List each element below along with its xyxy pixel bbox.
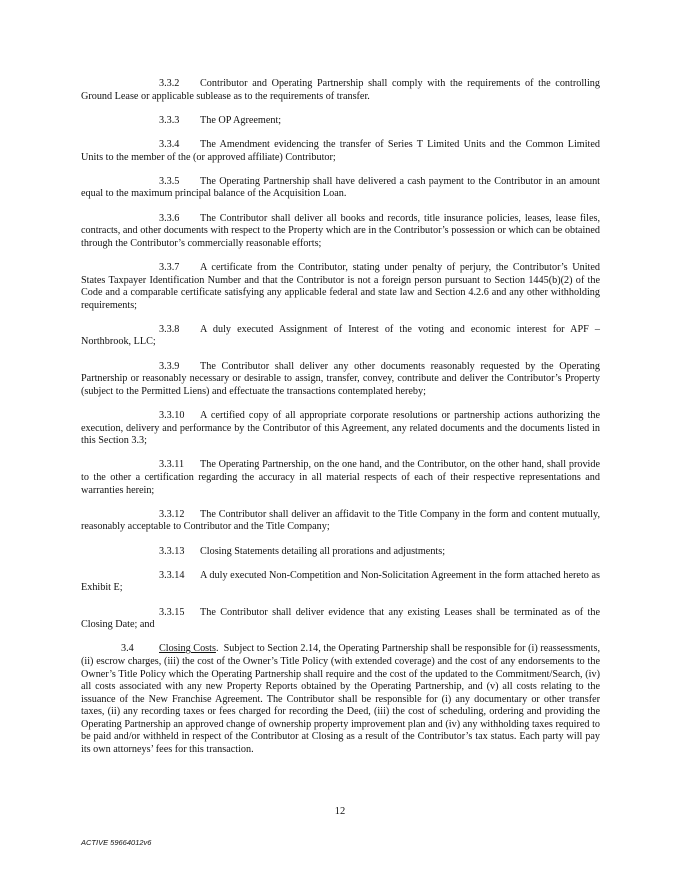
paragraph-text: The OP Agreement; xyxy=(200,114,282,126)
paragraph-text: A duly executed Assignment of Interest of the voting and economic interest for APF – Northbrook, LLC; xyxy=(81,323,600,348)
section-number: 3.4 xyxy=(121,643,134,655)
section-number: 3.3.2 xyxy=(159,78,180,89)
paragraph-3-3-4 xyxy=(81,139,600,164)
paragraph-3-4-closing-costs xyxy=(81,643,600,756)
paragraph-text: A duly executed Non-Competition and Non-Solicitation Agreement in the form attached hereto as Exhibit E; xyxy=(81,569,600,594)
paragraph-text: Closing Statements detailing all prorations and adjustments; xyxy=(200,545,446,557)
page-number: 12 xyxy=(334,806,346,817)
paragraph-text: The Operating Partnership shall have delivered a cash payment to the Contributor in an amount equal to the maximum principal balance of the Acquisition Loan. xyxy=(81,175,600,200)
heading-punctuation: . xyxy=(215,643,219,655)
paragraph-text: The Contributor shall deliver any other documents reasonably requested by the Operating Partnership or reasonably necessary or desirable to assign, transfer, convey, contribute and deliver the Contributor’s Property (subject to the Permitted Liens) and effectuate the transactions contemplated hereby; xyxy=(81,360,600,397)
paragraph-3-3-9 xyxy=(81,361,600,399)
paragraph-text: The Contributor shall deliver an affidavit to the Title Company in the form and content mutually, reasonably acceptable to Contributor and the Title Company; xyxy=(81,508,600,533)
paragraph-text: The Amendment evidencing the transfer of Series T Limited Units and the Common Limited Units to the member of the (or approved affiliate) Contributor; xyxy=(81,138,600,163)
paragraph-text: The Contributor shall deliver all books and records, title insurance policies, leases, lease files, contracts, and other documents with respect to the Property which are in the Contributor’s possession or which can be obtained through the Contributor’s commercially reasonable efforts; xyxy=(81,212,600,249)
section-number: 3.3.6 xyxy=(159,212,180,224)
section-heading: Closing Costs xyxy=(159,643,216,655)
section-number: 3.3.8 xyxy=(159,323,180,335)
section-number: 3.3.10 xyxy=(159,410,185,422)
paragraph-text: A certificate from the Contributor, stating under penalty of perjury, the Contributor’s United States Taxpayer Identification Number and that the Contributor is not a foreign person pursuant to Section 1445(b)(2) of the Code and a comparable certificate satisfying any applicable federal and state law and Section 4.2.6 and any other withholding requirements; xyxy=(81,261,600,311)
section-number: 3.3.7 xyxy=(159,261,180,273)
document-id-footer: ACTIVE 59664012v6 xyxy=(81,838,152,847)
paragraph-3-3-15 xyxy=(81,607,600,632)
paragraph-3-3-8 xyxy=(81,324,600,349)
paragraph-3-3-14 xyxy=(81,570,600,595)
paragraph-text: Contributor and Operating Partnership shall comply with the requirements of the controlling Ground Lease or applicable sublease as to the requirements of transfer. xyxy=(81,78,600,102)
section-number: 3.3.3 xyxy=(159,114,180,126)
paragraph-3-3-2 xyxy=(81,78,600,103)
section-number: 3.3.4 xyxy=(159,138,180,150)
section-number: 3.3.5 xyxy=(159,175,180,187)
paragraph-text: A certified copy of all appropriate corporate resolutions or partnership actions authorizing the execution, delivery and performance by the Contributor of this Agreement, any related documents and the documents listed in this Section 3.3; xyxy=(81,410,600,447)
section-number: 3.3.11 xyxy=(159,459,185,471)
paragraph-3-3-5 xyxy=(81,176,600,201)
section-number: 3.3.13 xyxy=(159,545,185,557)
paragraph-3-3-11 xyxy=(81,459,600,497)
section-number: 3.3.9 xyxy=(159,360,180,372)
paragraph-3-3-10 xyxy=(81,410,600,448)
section-number: 3.3.15 xyxy=(159,606,185,618)
document-body xyxy=(81,78,600,768)
paragraph-3-3-7 xyxy=(81,262,600,312)
paragraph-3-3-12 xyxy=(81,509,600,534)
paragraph-text: Subject to Section 2.14, the Operating Partnership shall be responsible for (i) reassessments, (ii) escrow charges, (iii) the cost of the Owner’s Title Policy (with extended coverage) and the cost of any endorsements to the Owner’s Title Policy which the Operating Partnership shall require and the cost of the updated to the Commitment/Search, (iv) all costs associated with any new Property Reports obtained by the Operating Partnership, and (v) all costs relating to the issuance of the New Franchise Agreement. The Contributor shall be responsible for (i) any documentary or other transfer taxes, (ii) any recording taxes or fees charged for recording the Deed, (iii) the cost of scheduling, ordering and providing the Operating Partnership an approved change of ownership property improvement plan and (iv) any withholding taxes required to be paid and/or withheld in respect of the Contributor at Closing as a result of the Contributor’s tax status. Each party will pay its own attorneys’ fees for this transaction. xyxy=(81,643,600,756)
paragraph-3-3-3 xyxy=(81,115,600,128)
paragraph-text: The Contributor shall deliver evidence that any existing Leases shall be terminated as of the Closing Date; and xyxy=(81,606,600,631)
section-number: 3.3.14 xyxy=(159,569,185,581)
paragraph-text: The Operating Partnership, on the one hand, and the Contributor, on the other hand, shall provide to the other a certification regarding the accuracy in all material respects of each of their respective representations and warranties herein; xyxy=(81,459,600,496)
paragraph-3-3-6 xyxy=(81,213,600,251)
section-number: 3.3.12 xyxy=(159,508,185,520)
paragraph-3-3-13 xyxy=(81,546,600,559)
